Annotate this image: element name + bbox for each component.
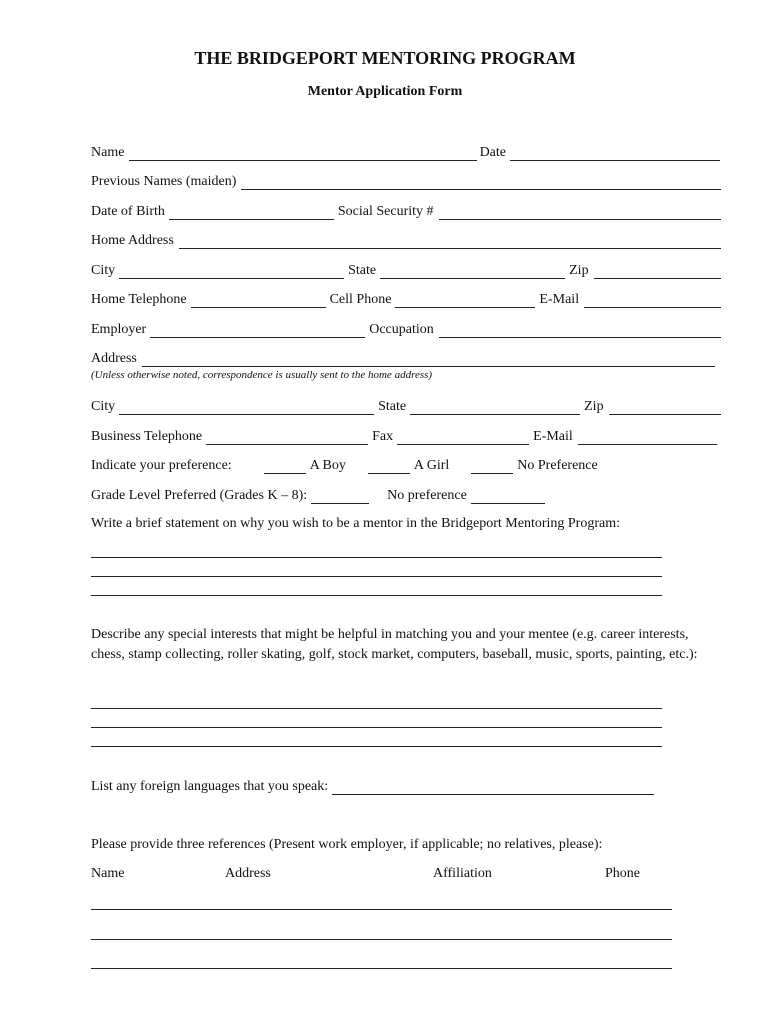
date-field[interactable] bbox=[510, 147, 720, 161]
work-address-row bbox=[91, 349, 718, 367]
work-city-row bbox=[91, 397, 724, 415]
grade-row bbox=[91, 486, 549, 504]
languages-label: List any foreign languages that you speak: bbox=[91, 779, 329, 794]
statement-line-3[interactable] bbox=[91, 595, 662, 596]
work-city-field[interactable] bbox=[119, 401, 374, 415]
reference-line-1[interactable] bbox=[91, 909, 672, 910]
preference-row bbox=[91, 456, 598, 474]
previous-names-row bbox=[91, 172, 724, 190]
email-label: E-Mail bbox=[539, 292, 580, 307]
home-phone-field[interactable] bbox=[191, 294, 326, 308]
city-label: City bbox=[91, 263, 116, 278]
interests-line-3[interactable] bbox=[91, 746, 662, 747]
languages-row bbox=[91, 777, 658, 795]
name-field[interactable] bbox=[129, 147, 476, 161]
zip-label: Zip bbox=[569, 263, 589, 278]
cell-phone-field[interactable] bbox=[395, 294, 535, 308]
languages-field[interactable] bbox=[332, 781, 654, 795]
statement-prompt: Write a brief statement on why you wish to be a mentor in the Bridgeport Mentoring Program: bbox=[91, 516, 620, 531]
occupation-field[interactable] bbox=[439, 324, 721, 338]
zip-label: Zip bbox=[584, 399, 604, 414]
phone-row bbox=[91, 290, 724, 308]
address-label: Address bbox=[91, 351, 137, 366]
interests-line-2[interactable] bbox=[91, 727, 662, 728]
zip-field[interactable] bbox=[594, 265, 721, 279]
state-field[interactable] bbox=[380, 265, 565, 279]
home-city-row bbox=[91, 261, 724, 279]
statement-line-2[interactable] bbox=[91, 576, 662, 577]
form-subtitle: Mentor Application Form bbox=[307, 84, 463, 99]
boy-blank[interactable] bbox=[264, 460, 306, 474]
grade-label: Grade Level Preferred (Grades K – 8): bbox=[91, 488, 308, 503]
dob-label: Date of Birth bbox=[91, 204, 165, 219]
home-address-label: Home Address bbox=[91, 233, 174, 248]
ssn-label: Social Security # bbox=[337, 204, 434, 219]
interests-line-1[interactable] bbox=[91, 708, 662, 709]
reference-line-3[interactable] bbox=[91, 968, 672, 969]
grade-no-preference-label: No preference bbox=[387, 488, 467, 503]
reference-line-2[interactable] bbox=[91, 939, 672, 940]
city-label: City bbox=[91, 399, 116, 414]
references-prompt: Please provide three references (Present work employer, if applicable; no relatives, please): bbox=[91, 837, 603, 852]
employer-row bbox=[91, 320, 724, 338]
employer-field[interactable] bbox=[150, 324, 365, 338]
email-label: E-Mail bbox=[533, 429, 573, 444]
address-note: (Unless otherwise noted, correspondence is usually sent to the home address) bbox=[91, 369, 433, 381]
home-address-field[interactable] bbox=[179, 235, 721, 249]
work-state-field[interactable] bbox=[410, 401, 580, 415]
business-phone-label: Business Telephone bbox=[91, 429, 203, 444]
home-phone-label: Home Telephone bbox=[91, 292, 187, 307]
no-preference-blank[interactable] bbox=[471, 460, 513, 474]
girl-option: A Girl bbox=[413, 458, 450, 473]
fax-label: Fax bbox=[372, 429, 394, 444]
state-label: State bbox=[378, 399, 407, 414]
state-label: State bbox=[348, 263, 377, 278]
grade-field[interactable] bbox=[311, 490, 369, 504]
no-preference-option: No Preference bbox=[517, 458, 598, 473]
date-label: Date bbox=[479, 145, 506, 160]
girl-blank[interactable] bbox=[368, 460, 410, 474]
home-address-row bbox=[91, 231, 724, 249]
city-field[interactable] bbox=[119, 265, 344, 279]
employer-label: Employer bbox=[91, 322, 147, 337]
work-zip-field[interactable] bbox=[609, 401, 721, 415]
business-phone-field[interactable] bbox=[206, 431, 368, 445]
previous-names-field[interactable] bbox=[241, 176, 721, 190]
statement-line-1[interactable] bbox=[91, 557, 662, 558]
grade-no-preference-field[interactable] bbox=[471, 490, 545, 504]
references-phone-header: Phone bbox=[605, 866, 640, 881]
address-field[interactable] bbox=[142, 353, 715, 367]
dob-field[interactable] bbox=[169, 206, 334, 220]
ssn-field[interactable] bbox=[439, 206, 721, 220]
dob-ssn-row bbox=[91, 202, 724, 220]
references-affiliation-header: Affiliation bbox=[433, 866, 492, 881]
interests-prompt: Describe any special interests that might be helpful in matching you and your mentee (e.g. career interests, chess, stamp collecting, roller skating, golf, stock market, computers, baseball, music, sports, painting, etc.): bbox=[91, 627, 698, 662]
boy-option: A Boy bbox=[309, 458, 346, 473]
previous-names-label: Previous Names (maiden) bbox=[91, 174, 237, 189]
name-date-row bbox=[91, 143, 724, 161]
fax-field[interactable] bbox=[397, 431, 529, 445]
occupation-label: Occupation bbox=[369, 322, 434, 337]
preference-label: Indicate your preference: bbox=[91, 458, 232, 473]
cell-phone-label: Cell Phone bbox=[329, 292, 392, 307]
email-field[interactable] bbox=[584, 294, 721, 308]
name-label: Name bbox=[91, 145, 125, 160]
business-phone-row bbox=[91, 427, 720, 445]
business-email-field[interactable] bbox=[578, 431, 717, 445]
references-address-header: Address bbox=[225, 866, 271, 881]
references-name-header: Name bbox=[91, 866, 125, 881]
form-title: THE BRIDGEPORT MENTORING PROGRAM bbox=[194, 48, 576, 68]
